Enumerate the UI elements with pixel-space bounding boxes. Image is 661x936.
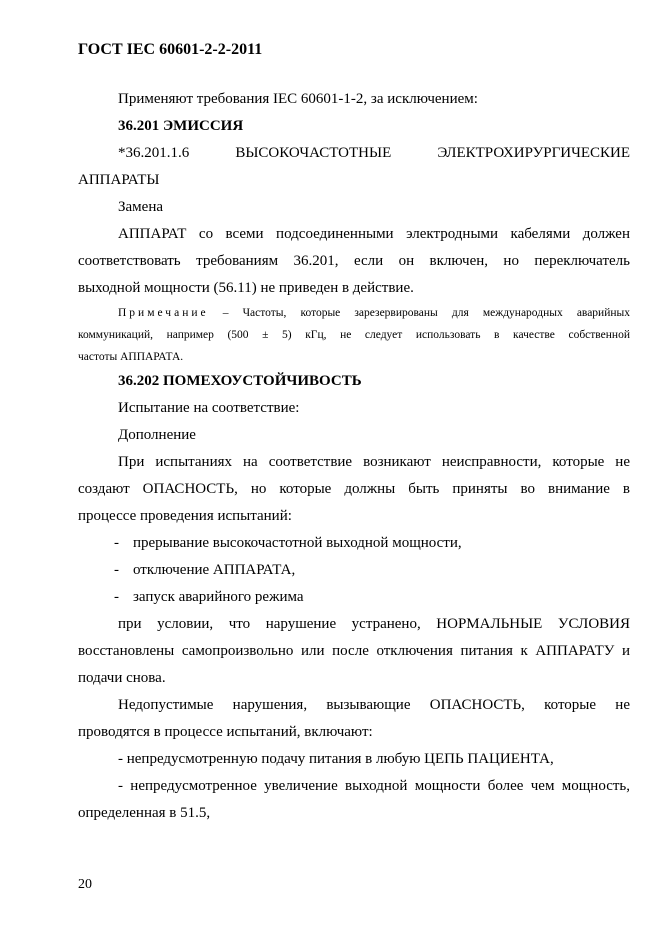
note-line: коммуникаций, например (500 ± 5) кГц, не следует использовать в качестве собственной [78,329,630,341]
intro-line: Применяют требования IEC 60601-1-2, за исключением: [118,91,478,107]
paragraph-line: подачи снова. [78,670,166,686]
paragraph-line: Недопустимые нарушения, вызывающие ОПАСНОСТЬ, которые не [118,697,630,713]
list-item-text: запуск аварийного режима [133,589,304,605]
page-content [78,86,630,827]
document-header: ГОСТ IEC 60601-2-2-2011 [78,41,263,58]
note-line: частоты АППАРАТА. [78,351,184,363]
list-item-text: отключение АППАРАТА, [133,562,296,578]
list-item [78,557,630,584]
requirement-line: соответствовать требованиям 36.201, если он включен, но переключатель [78,253,630,269]
paragraph-line: проводятся в процессе испытаний, включают: [78,724,373,740]
note-label: Примечание [118,307,209,319]
clause-title-line: *36.201.1.6 ВЫСОКОЧАСТОТНЫЕ ЭЛЕКТРОХИРУРГИЧЕСКИЕ [118,145,630,161]
page-number: 20 [78,877,92,892]
requirement-line: АППАРАТ со всеми подсоединенными электродными кабелями должен [118,226,630,242]
section-heading-immunity: 36.202 ПОМЕХОУСТОЙЧИВОСТЬ [118,373,362,389]
list-marker: - [114,562,119,578]
hazard-line: - непредусмотренное увеличение выходной мощности более чем мощность, [118,778,630,794]
requirement-line: выходной мощности (56.11) не приведен в действие. [78,280,414,296]
change-type-label: Замена [118,199,164,215]
section-heading-emission: 36.201 ЭМИССИЯ [118,118,244,134]
paragraph-line: процессе проведения испытаний: [78,508,292,524]
list-item [78,530,630,557]
clause-title-line: АППАРАТЫ [78,172,160,188]
hazard-line: определенная в 51.5, [78,805,211,821]
list-item-text: прерывание высокочастотной выходной мощности, [133,535,462,551]
note-line [78,302,630,324]
test-label: Испытание на соответствие: [118,400,300,416]
note-text: – Частоты, которые зарезервированы для международных аварийных [222,307,630,319]
list-marker: - [114,535,119,551]
paragraph-line: При испытаниях на соответствие возникают неисправности, которые не [118,454,630,470]
paragraph-line: восстановлены самопроизвольно или после отключения питания к АППАРАТУ и [78,643,630,659]
paragraph-line: при условии, что нарушение устранено, НОРМАЛЬНЫЕ УСЛОВИЯ [118,616,630,632]
hazard-line: - непредусмотренную подачу питания в любую ЦЕПЬ ПАЦИЕНТА, [118,751,554,767]
list-marker: - [114,589,119,605]
paragraph-line: создают ОПАСНОСТЬ, но которые должны быть приняты во внимание в [78,481,630,497]
change-type-label: Дополнение [118,427,196,443]
list-item [78,584,630,611]
